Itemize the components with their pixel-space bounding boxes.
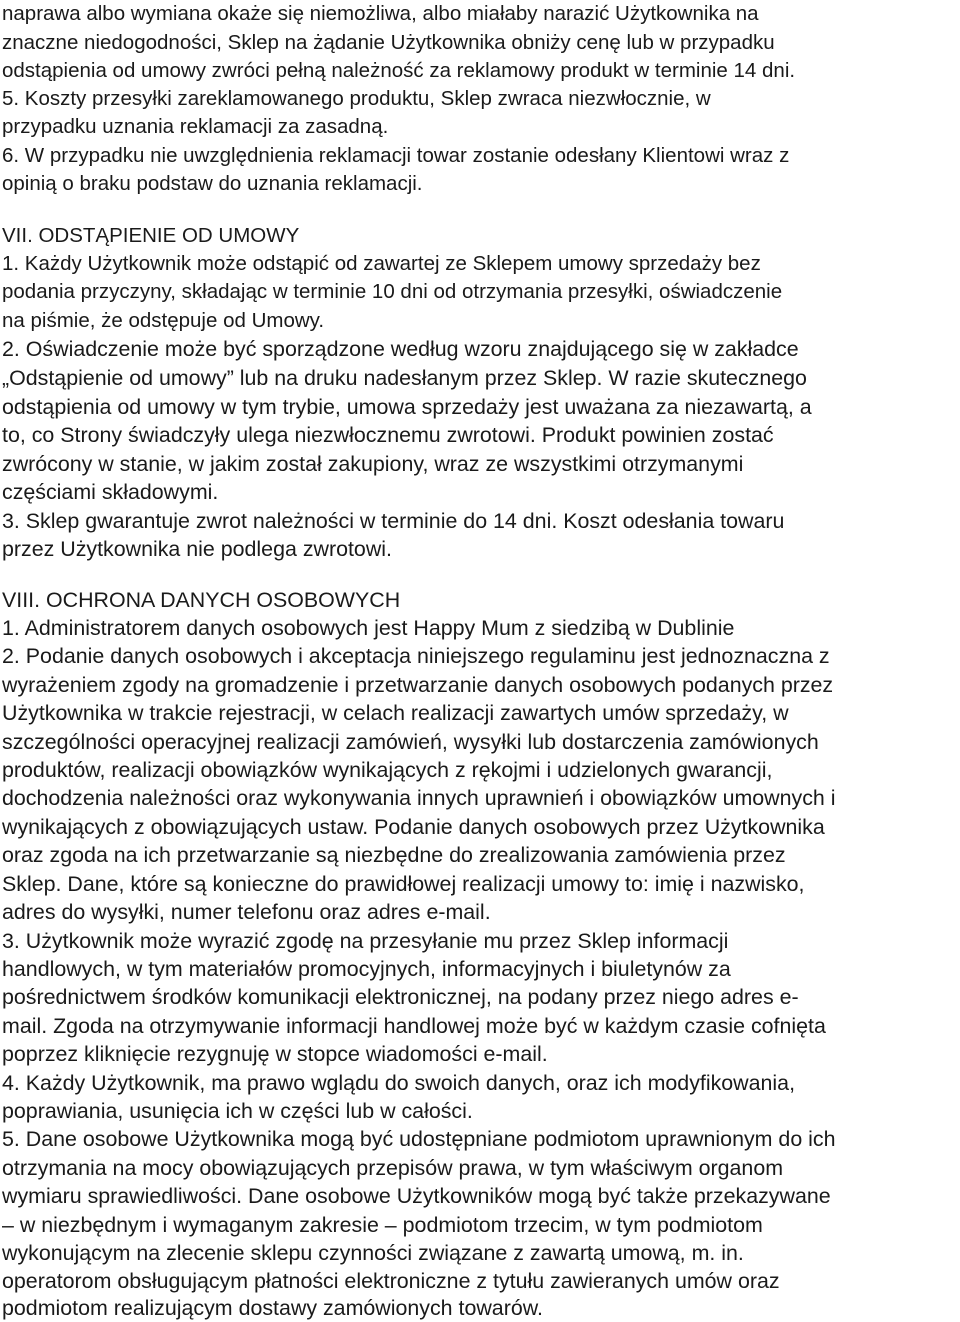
paragraph-line: odstąpienia od umowy zwróci pełną należność za reklamowy produkt w terminie 14 dni. xyxy=(2,59,796,82)
paragraph-line: opinią o braku podstaw do uznania reklamacji. xyxy=(2,172,423,195)
paragraph-line: 3. Sklep gwarantuje zwrot należności w terminie do 14 dni. Koszt odesłania towaru xyxy=(2,509,785,533)
paragraph-line: 6. W przypadku nie uwzględnienia reklamacji towar zostanie odesłany Klientowi wraz z xyxy=(2,144,790,167)
paragraph-line: otrzymania na mocy obowiązujących przepisów prawa, w tym właściwym organom xyxy=(2,1156,784,1180)
paragraph-line: wynikających z obowiązujących ustaw. Podanie danych osobowych przez Użytkownika xyxy=(2,815,825,839)
paragraph-line: handlowych, w tym materiałów promocyjnych, informacyjnych i biuletynów za xyxy=(2,957,731,981)
paragraph-line: wymiaru sprawiedliwości. Dane osobowe Użytkowników mogą być także przekazywane xyxy=(2,1184,831,1208)
paragraph-line: podania przyczyny, składając w terminie 10 dni od otrzymania przesyłki, oświadczenie xyxy=(2,280,783,303)
paragraph-line: na piśmie, że odstępuje od Umowy. xyxy=(2,309,325,332)
paragraph-line: Sklep. Dane, które są konieczne do prawidłowej realizacji umowy to: imię i nazwisko, xyxy=(2,872,805,896)
paragraph-line: przez Użytkownika nie podlega zwrotowi. xyxy=(2,537,392,561)
paragraph-line: adres do wysyłki, numer telefonu oraz adres e-mail. xyxy=(2,900,491,924)
paragraph-line: 2. Podanie danych osobowych i akceptacja niniejszego regulaminu jest jednoznaczna z xyxy=(2,644,830,668)
paragraph-line: oraz zgoda na ich przetwarzanie są niezbędne do zrealizowania zamówienia przez xyxy=(2,843,786,867)
paragraph-line: znaczne niedogodności, Sklep na żądanie Użytkownika obniży cenę lub w przypadku xyxy=(2,31,775,54)
paragraph-line: pośrednictwem środków komunikacji elektronicznej, na podany przez niego adres e- xyxy=(2,985,799,1009)
paragraph-line: – w niezbędnym i wymaganym zakresie – podmiotom trzecim, w tym podmiotom xyxy=(2,1213,763,1237)
paragraph-line: szczególności operacyjnej realizacji zamówień, wysyłki lub dostarczenia zamówionych xyxy=(2,730,819,754)
paragraph-line: naprawa albo wymiana okaże się niemożliwa, albo miałaby narazić Użytkownika na xyxy=(2,2,759,25)
paragraph-line: to, co Strony świadczyły ulega niezwłocznemu zwrotowi. Produkt powinien zostać xyxy=(2,423,774,447)
paragraph-line: wyrażeniem zgody na gromadzenie i przetwarzanie danych osobowych podanych przez xyxy=(2,673,834,697)
paragraph-line: poprawiania, usunięcia ich w części lub w całości. xyxy=(2,1099,473,1123)
paragraph-line: poprzez kliknięcie rezygnuję w stopce wiadomości e-mail. xyxy=(2,1042,548,1066)
paragraph-line: Użytkownika w trakcie rejestracji, w celach realizacji zawartych umów sprzedaży, w xyxy=(2,701,789,725)
paragraph-line: 1. Administratorem danych osobowych jest Happy Mum z siedzibą w Dublinie xyxy=(2,616,735,640)
paragraph-line: 1. Każdy Użytkownik może odstąpić od zawartej ze Sklepem umowy sprzedaży bez xyxy=(2,252,761,275)
paragraph-line: „Odstąpienie od umowy” lub na druku nadesłanym przez Sklep. W razie skutecznego xyxy=(2,366,807,390)
paragraph-line: mail. Zgoda na otrzymywanie informacji handlowej może być w każdym czasie cofnięta xyxy=(2,1014,826,1038)
paragraph-line: produktów, realizacji obowiązków wynikających z rękojmi i udzielonych gwarancji, xyxy=(2,758,773,782)
paragraph-line: zwrócony w stanie, w jakim został zakupiony, wraz ze wszystkimi otrzymanymi xyxy=(2,452,744,476)
paragraph-line: wykonującym na zlecenie sklepu czynności związane z zawartą umową, m. in. xyxy=(2,1241,744,1265)
section-heading: VIII. OCHRONA DANYCH OSOBOWYCH xyxy=(2,588,401,612)
paragraph-line: 4. Każdy Użytkownik, ma prawo wglądu do swoich danych, oraz ich modyfikowania, xyxy=(2,1071,796,1095)
paragraph-line: 3. Użytkownik może wyrazić zgodę na przesyłanie mu przez Sklep informacji xyxy=(2,929,729,953)
paragraph-line: 5. Koszty przesyłki zareklamowanego produktu, Sklep zwraca niezwłocznie, w xyxy=(2,87,711,110)
paragraph-line: dochodzenia należności oraz wykonywania innych uprawnień i obowiązków umownych i xyxy=(2,786,836,810)
paragraph-line: operatorom obsługującym płatności elektroniczne z tytułu zawieranych umów oraz xyxy=(2,1269,780,1293)
section-heading: VII. ODSTĄPIENIE OD UMOWY xyxy=(2,224,300,247)
paragraph-line: przypadku uznania reklamacji za zasadną. xyxy=(2,115,389,138)
paragraph-line: częściami składowymi. xyxy=(2,480,219,504)
paragraph-line: 5. Dane osobowe Użytkownika mogą być udostępniane podmiotom uprawnionym do ich xyxy=(2,1127,836,1151)
paragraph-line: podmiotom realizującym dostawy zamówionych towarów. xyxy=(2,1296,543,1320)
paragraph-line: 2. Oświadczenie może być sporządzone według wzoru znajdującego się w zakładce xyxy=(2,337,799,361)
paragraph-line: odstąpienia od umowy w tym trybie, umowa sprzedaży jest uważana za niezawartą, a xyxy=(2,395,812,419)
